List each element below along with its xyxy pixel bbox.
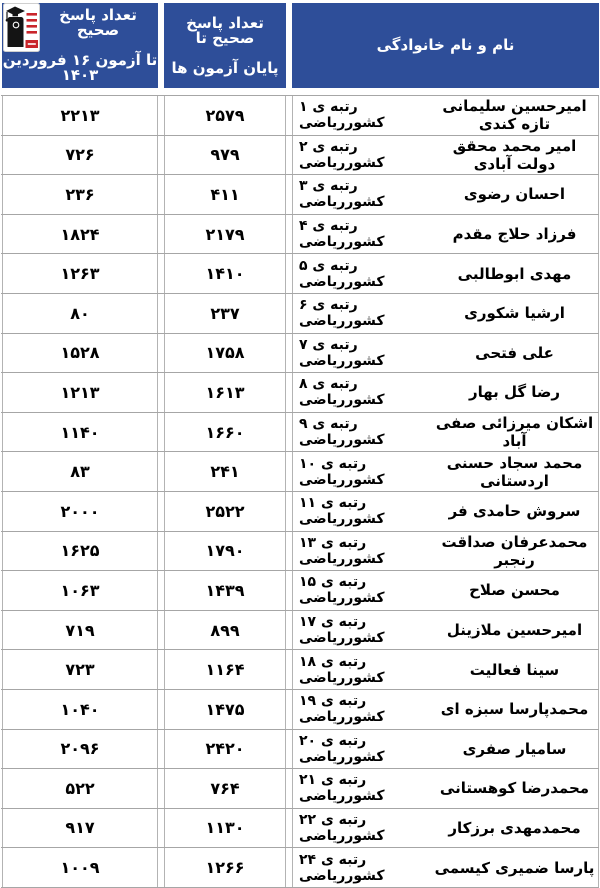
total-correct-value: ۱۶۱۳ [164,373,286,412]
until-correct-value: ۵۲۲ [2,769,158,808]
rank-label: رتبه ی ۷ کشورریاضی [299,336,385,369]
total-correct-value: ۲۵۷۹ [164,96,286,135]
name-cell [292,571,599,610]
total-correct-value: ۸۹۹ [164,611,286,650]
until-correct-value: ۲۰۰۰ [2,492,158,531]
until-correct-value: ۷۲۶ [2,136,158,175]
rank-label: رتبه ی ۱۰ کشورریاضی [299,455,385,488]
rank-label: رتبه ی ۱ کشورریاضی [299,99,385,132]
until-correct-value: ۱۲۶۳ [2,254,158,293]
rank-label: رتبه ی ۲۱ کشورریاضی [299,772,385,805]
header-cell-name [292,3,599,88]
total-correct-value: ۱۴۷۵ [164,690,286,729]
until-correct-value: ۷۱۹ [2,611,158,650]
kanoon-logo [3,3,40,52]
table-row [1,372,599,412]
until-correct-value: ۱۰۴۰ [2,690,158,729]
student-name: اشکان میرزائی صفی آباد [435,414,594,451]
student-name: علی فتحی [475,343,554,362]
table-row [1,95,599,135]
table-row [1,214,599,254]
name-cell [292,650,599,689]
until-correct-value: ۲۲۱۳ [2,96,158,135]
rank-label: رتبه ی ۱۹ کشورریاضی [299,693,385,726]
rank-label: رتبه ی ۲ کشورریاضی [299,138,385,171]
name-cell [292,215,599,254]
total-correct-value: ۲۴۱ [164,452,286,491]
name-cell [292,413,599,452]
name-cell [292,690,599,729]
name-cell [292,769,599,808]
total-correct-value: ۲۱۷۹ [164,215,286,254]
name-cell [292,532,599,571]
total-correct-value: ۷۶۴ [164,769,286,808]
rank-label: رتبه ی ۳ کشورریاضی [299,178,385,211]
student-name: ارشیا شکوری [464,304,565,323]
total-correct-value: ۲۵۲۲ [164,492,286,531]
header-total-line2: پایان آزمون ها [171,58,279,77]
student-name: محمدعرفان صداقت رنجبر [441,532,588,569]
results-table [1,3,599,888]
table-row [1,253,599,293]
until-correct-value: ۲۳۶ [2,175,158,214]
name-cell [292,730,599,769]
until-correct-value: ۱۲۱۳ [2,373,158,412]
header-name-label: نام و نام خانوادگی [376,36,515,54]
table-row [1,412,599,452]
student-name: فرزاد حلاج مقدم [452,225,577,244]
total-correct-value: ۱۲۶۶ [164,848,286,887]
table-row [1,174,599,214]
until-correct-value: ۸۳ [2,452,158,491]
student-name: محسن صلاح [469,581,560,600]
student-name: محمدرضا کوهستانی [439,779,590,798]
name-cell [292,611,599,650]
student-name: مهدی ابوطالبی [457,264,572,283]
name-cell [292,294,599,333]
table-row [1,491,599,531]
name-cell [292,373,599,412]
rank-label: رتبه ی ۲۴ کشورریاضی [299,851,385,884]
total-correct-value: ۱۱۳۰ [164,809,286,848]
until-correct-value: ۱۵۲۸ [2,334,158,373]
rank-label: رتبه ی ۶ کشورریاضی [299,297,385,330]
rank-label: رتبه ی ۴ کشورریاضی [299,218,385,251]
rank-label: رتبه ی ۹ کشورریاضی [299,416,385,449]
rank-label: رتبه ی ۵ کشورریاضی [299,257,385,290]
rank-label: رتبه ی ۱۵ کشورریاضی [299,574,385,607]
until-correct-value: ۱۰۶۳ [2,571,158,610]
student-name: محمدپارسا سبزه ای [440,700,589,719]
table-header-row [1,3,599,88]
student-name: احسان رضوی [463,185,566,204]
total-correct-value: ۴۱۱ [164,175,286,214]
graduate-logo-icon [3,3,40,52]
rank-label: رتبه ی ۱۸ کشورریاضی [299,653,385,686]
name-cell [292,254,599,293]
total-correct-value: ۲۴۲۰ [164,730,286,769]
table-row [1,135,599,175]
rank-label: رتبه ی ۸ کشورریاضی [299,376,385,409]
student-name: امیر محمد محقق دولت آبادی [452,136,577,173]
table-row [1,808,599,848]
name-cell [292,492,599,531]
rank-label: رتبه ی ۲۲ کشورریاضی [299,811,385,844]
total-correct-value: ۱۱۶۴ [164,650,286,689]
header-total-line1: تعداد پاسخ صحیح تا [186,13,264,47]
name-cell [292,452,599,491]
table-row [1,610,599,650]
student-name: سامیار صفری [462,739,567,758]
student-name: سروش حامدی فر [448,502,581,521]
until-correct-value: ۱۸۲۴ [2,215,158,254]
table-row [1,451,599,491]
table-row [1,570,599,610]
name-cell [292,136,599,175]
student-name: امیرحسین ملازینل [446,621,583,640]
table-row [1,729,599,769]
table-body [1,95,599,888]
student-name: محمدمهدی برزکار [448,818,581,837]
table-row [1,531,599,571]
header-cell-total-correct [164,3,286,88]
name-cell [292,96,599,135]
header-until-line1: تعداد پاسخ صحیح [59,6,137,39]
until-correct-value: ۱۱۴۰ [2,413,158,452]
name-cell [292,175,599,214]
until-correct-value: ۱۶۲۵ [2,532,158,571]
total-correct-value: ۱۶۶۰ [164,413,286,452]
until-correct-value: ۹۱۷ [2,809,158,848]
table-row [1,293,599,333]
total-correct-value: ۱۴۱۰ [164,254,286,293]
total-correct-value: ۱۷۹۰ [164,532,286,571]
student-name: امیرحسین سلیمانی تازه کندی [442,97,587,134]
rank-label: رتبه ی ۱۱ کشورریاضی [299,495,385,528]
table-row [1,333,599,373]
table-row [1,649,599,689]
until-correct-value: ۷۲۳ [2,650,158,689]
total-correct-value: ۱۴۳۹ [164,571,286,610]
student-name: محمد سجاد حسنی اردستانی [446,453,583,490]
total-correct-value: ۲۳۷ [164,294,286,333]
header-until-line2: تا آزمون ۱۶ فروردین ۱۴۰۳ [2,51,158,84]
until-correct-value: ۱۰۰۹ [2,848,158,887]
until-correct-value: ۸۰ [2,294,158,333]
rank-label: رتبه ی ۱۳ کشورریاضی [299,534,385,567]
name-cell [292,334,599,373]
total-correct-value: ۹۷۹ [164,136,286,175]
student-name: رضا گل بهار [468,383,561,402]
rank-label: رتبه ی ۲۰ کشورریاضی [299,732,385,765]
total-correct-value: ۱۷۵۸ [164,334,286,373]
rank-label: رتبه ی ۱۷ کشورریاضی [299,614,385,647]
until-correct-value: ۲۰۹۶ [2,730,158,769]
table-row [1,847,599,888]
student-name: سینا فعالیت [469,660,560,679]
name-cell [292,848,599,887]
name-cell [292,809,599,848]
student-name: پارسا ضمیری کیسمی [434,858,595,877]
table-row [1,768,599,808]
table-row [1,689,599,729]
